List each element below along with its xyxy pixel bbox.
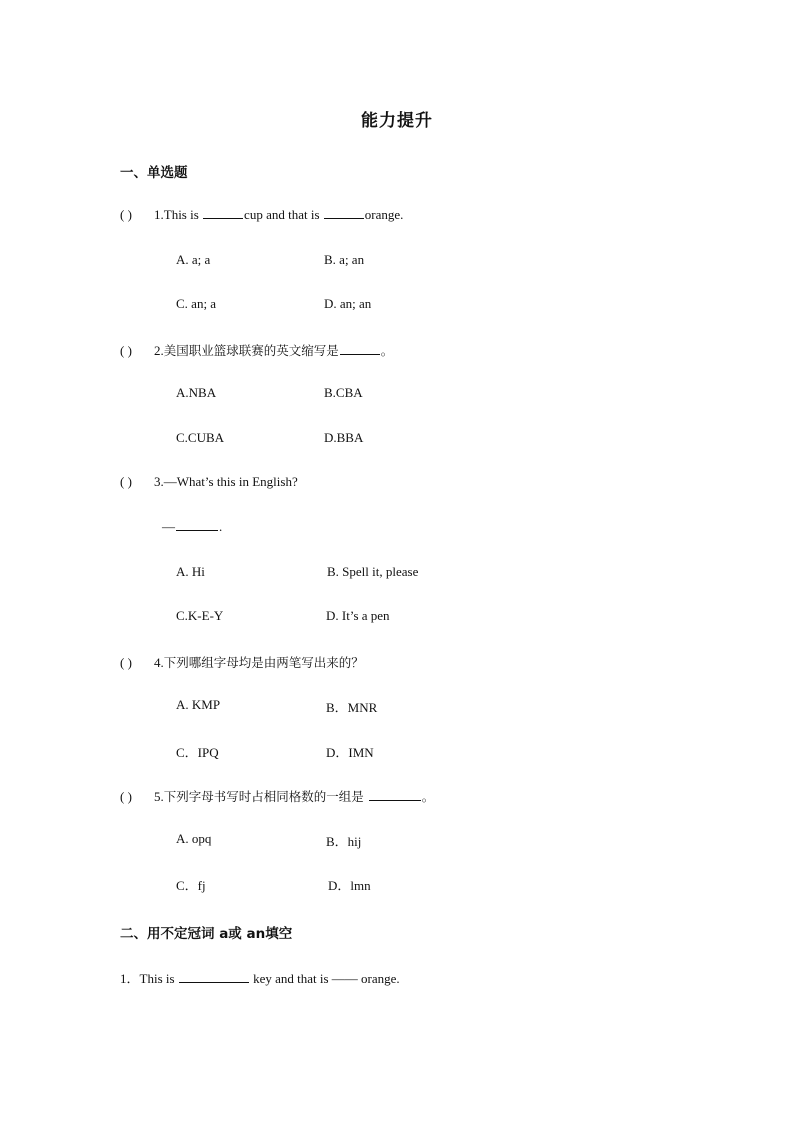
question-3-option-b[interactable]: B. Spell it, please <box>327 564 419 579</box>
question-3-option-a[interactable]: A. Hi <box>176 564 205 579</box>
question-5-option-b[interactable]: B．hij <box>326 834 362 849</box>
question-5-option-c[interactable]: C．fj <box>176 878 206 893</box>
answer-paren[interactable]: ( ) <box>120 474 132 489</box>
question-2-option-d[interactable]: D.BBA <box>324 430 364 445</box>
answer-paren[interactable]: ( ) <box>120 343 132 358</box>
question-1-option-b[interactable]: B. a; an <box>324 252 365 267</box>
question-2-stem <box>120 341 393 359</box>
item-text: key and that is <box>249 971 332 986</box>
question-number: 3. <box>154 474 164 489</box>
question-4-option-b[interactable]: B．MNR <box>326 700 378 715</box>
question-3-stem <box>120 474 298 490</box>
question-4-option-c[interactable]: C．IPQ <box>176 745 219 760</box>
section-heading-single-choice: 一、单选题 <box>120 165 188 181</box>
question-1-option-a[interactable]: A. a; a <box>176 252 211 267</box>
stem-text: 美国职业篮球联赛的英文缩写是 <box>163 343 339 358</box>
item-text: This is <box>139 971 178 986</box>
page-title: 能力提升 <box>361 111 433 131</box>
stem-text: orange. <box>364 207 404 222</box>
question-5-stem <box>120 787 434 805</box>
question-number: 1. <box>154 207 164 222</box>
question-number: 4. <box>154 655 164 670</box>
question-1-stem <box>120 207 403 223</box>
stem-text: 。 <box>421 789 435 804</box>
question-3-option-c[interactable]: C.K-E-Y <box>176 608 224 623</box>
question-4-option-d[interactable]: D．IMN <box>326 745 374 760</box>
stem-text: This is <box>163 207 203 222</box>
question-5-option-a[interactable]: A. opq <box>176 831 212 846</box>
item-text: orange. <box>357 971 400 986</box>
question-1-option-c[interactable]: C. an; a <box>176 296 217 311</box>
question-2-option-c[interactable]: C.CUBA <box>176 430 225 445</box>
question-4-stem <box>120 653 364 671</box>
question-5-option-d[interactable]: D．lmn <box>328 878 371 893</box>
answer-paren[interactable]: ( ) <box>120 789 132 804</box>
fill-blank[interactable] <box>324 207 364 219</box>
question-2-option-b[interactable]: B.CBA <box>324 385 363 400</box>
stem-text: 。 <box>380 343 394 358</box>
answer-paren[interactable]: ( ) <box>120 207 132 222</box>
question-4-option-a[interactable]: A. KMP <box>176 697 221 712</box>
section-heading-articles: 二、用不定冠词 a或 an填空 <box>120 926 293 942</box>
answer-paren[interactable]: ( ) <box>120 655 132 670</box>
question-1-option-d[interactable]: D. an; an <box>324 296 372 311</box>
stem-text: cup and that is <box>244 207 323 222</box>
stem-text: —What’s this in English? <box>163 474 298 489</box>
question-2-option-a[interactable]: A.NBA <box>176 385 217 400</box>
question-number: 2. <box>154 343 164 358</box>
item-number: 1． <box>120 971 140 986</box>
fill-blank[interactable] <box>203 207 243 219</box>
stem-text: 下列字母书写时占相同格数的一组是 <box>163 789 368 804</box>
fill-blank[interactable] <box>176 519 218 531</box>
fill-blank[interactable] <box>340 343 380 355</box>
dash-text: — <box>162 519 175 534</box>
question-number: 5. <box>154 789 164 804</box>
period-text: . <box>219 519 223 534</box>
question-3-option-d[interactable]: D. It’s a pen <box>326 608 390 623</box>
stem-text: 下列哪组字母均是由两笔写出来的？ <box>163 655 364 670</box>
fill-blank[interactable] <box>369 789 421 801</box>
dash-text: —— <box>331 971 358 986</box>
fill-blank[interactable] <box>179 971 249 983</box>
fill-item-1 <box>120 968 400 987</box>
question-3-response-line <box>162 519 222 535</box>
